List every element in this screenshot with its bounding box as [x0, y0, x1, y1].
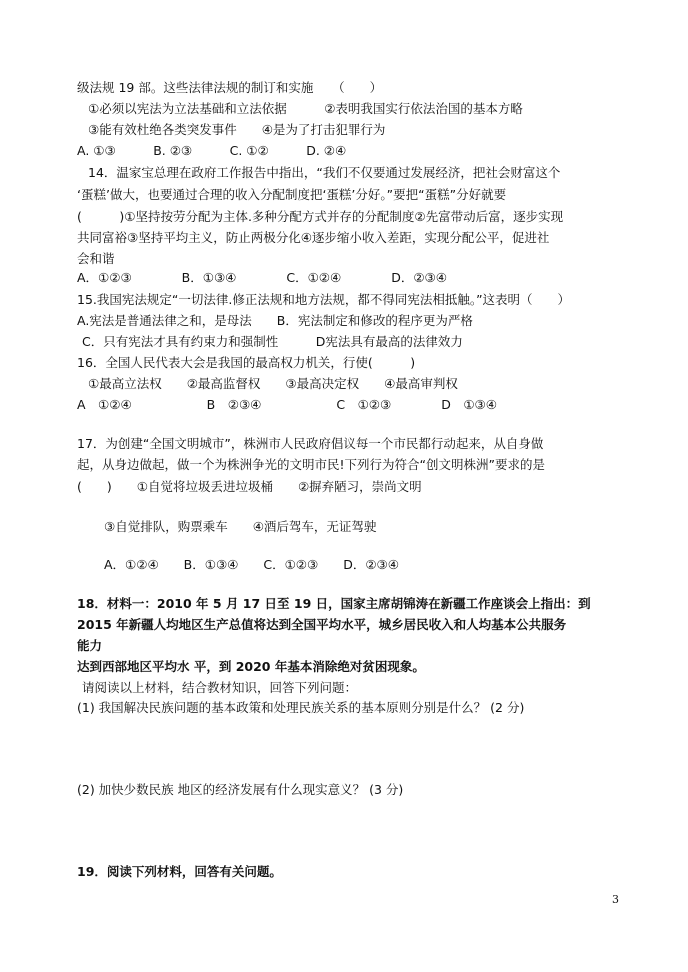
- text-line: 能力: [77, 638, 103, 653]
- text-line: 17．为创建“全国文明城市”，株洲市人民政府倡议每一个市民都行动起来，从自身做: [77, 436, 544, 451]
- text-line: 2015 年新疆人均地区生产总值将达到全国平均水平，城乡居民收入和人均基本公共服务: [77, 617, 567, 632]
- text-line: 19．阅读下列材料，回答有关问题。: [77, 864, 282, 879]
- text-line: A．①②③ B．①③④ C．①②④ D．②③④: [77, 270, 447, 285]
- text-line: 15.我国宪法规定“一切法律.修正法规和地方法规，都不得同宪法相抵触。”这表明（ ）: [77, 292, 571, 307]
- text-line: (2) 加快少数民族 地区的经济发展有什么现实意义？ (3 分): [77, 782, 404, 797]
- text-line: A．①②④ B．①③④ C．①②③ D．②③④: [104, 557, 399, 572]
- text-line: 18．材料一：2010 年 5 月 17 日至 19 日，国家主席胡锦涛在新疆工作座谈会上指出：到: [77, 596, 591, 611]
- text-line: ①必须以宪法为立法基础和立法依据 ②表明我国实行依法治国的基本方略: [88, 101, 523, 116]
- text-line: 起，从身边做起，做一个为株洲争光的文明市民!下列行为符合“创文明株洲”要求的是: [77, 457, 545, 472]
- text-line: ③能有效杜绝各类突发事件 ④是为了打击犯罪行为: [88, 122, 386, 137]
- text-line: A ①②④ B ②③④ C ①②③ D ①③④: [77, 397, 497, 412]
- text-line: (1) 我国解决民族问题的基本政策和处理民族关系的基本原则分别是什么？ (2 分): [77, 700, 525, 715]
- text-line: 14．温家宝总理在政府工作报告中指出，“我们不仅要通过发展经济，把社会财富这个: [88, 165, 561, 180]
- text-line: ③自觉排队，购票乘车 ④酒后驾车，无证驾驶: [104, 519, 377, 534]
- text-line: 请阅读以上材料，结合教材知识，回答下列问题：: [82, 680, 358, 695]
- text-line: C．只有宪法才具有约束力和强制性 D宪法具有最高的法律效力: [82, 334, 463, 349]
- text-line: ①最高立法权 ②最高监督权 ③最高决定权 ④最高审判权: [88, 376, 458, 391]
- text-line: 达到西部地区平均水 平，到 2020 年基本消除绝对贫困现象。: [77, 659, 425, 674]
- text-line: A. ①③ B. ②③ C. ①② D. ②④: [77, 143, 347, 158]
- text-line: 16．全国人民代表大会是我国的最高权力机关，行使( ): [77, 355, 416, 370]
- text-line: A.宪法是普通法律之和，是母法 B．宪法制定和修改的程序更为严格: [77, 313, 473, 328]
- text-line: 级法规 19 部。这些法律法规的制订和实施 （ ）: [77, 80, 383, 95]
- text-line: ( ) ①自觉将垃圾丢进垃圾桶 ②摒弃陋习，崇尚文明: [77, 479, 422, 494]
- text-line: 会和谐: [77, 251, 115, 266]
- text-line: 共同富裕③坚持平均主义，防止两极分化④逐步缩小收入差距，实现分配公平，促进社: [77, 230, 550, 245]
- text-line: ( )①坚持按劳分配为主体.多种分配方式并存的分配制度②先富带动后富，逐步实现: [77, 209, 564, 224]
- text-line: ‘蛋糕’做大，也要通过合理的收入分配制度把‘蛋糕’分好。”要把“蛋糕”分好就要: [77, 187, 507, 202]
- page-number: 3: [612, 893, 619, 906]
